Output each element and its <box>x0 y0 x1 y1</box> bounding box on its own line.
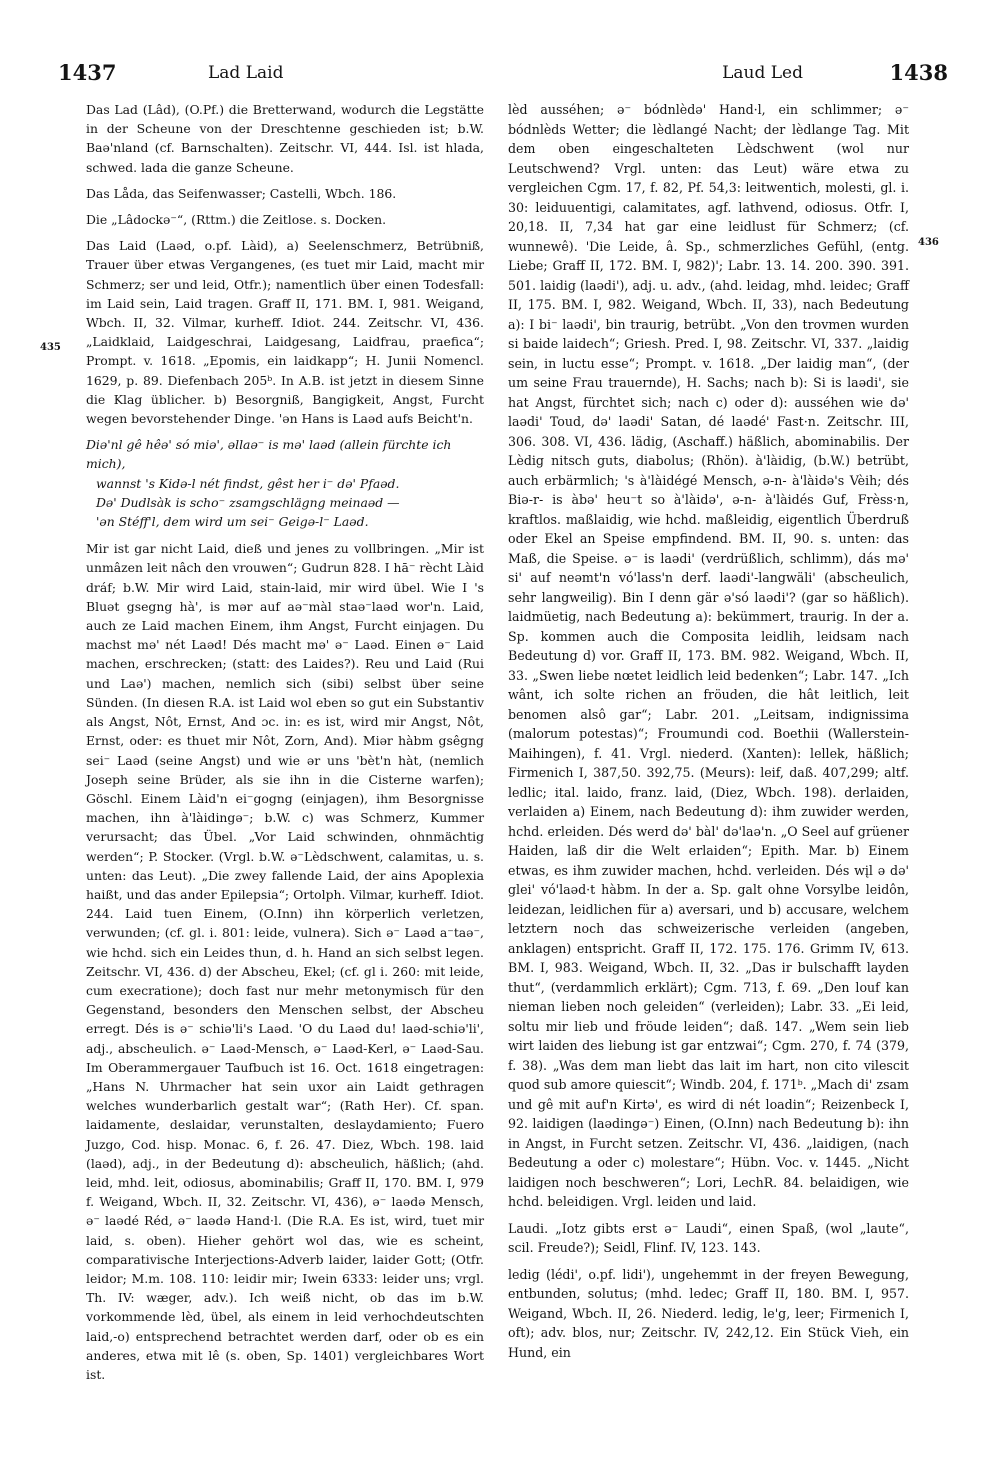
verse-line: 'ən Stéff'l, dem wird um sei⁻ Geigə-l⁻ Laəd. <box>96 514 369 530</box>
left-column <box>86 100 484 1391</box>
entry-lad: Das Lad (Lâd), (O.Pf.) die Bretterwand, wodurch die Legstätte in der Scheune von der Dreschtenne geschieden ist; b.W. Baə'nland (cf. Barnschalten). Zeitschr. VI, 444. Isl. ist hlada, schwed. lada die ganze Scheune. <box>86 102 484 175</box>
page-header <box>58 60 948 94</box>
right-catchword: Laud Led <box>722 63 803 83</box>
verse-line: Də' Dudlsàk is scho⁻ zsamgschlägng meinaəd — <box>96 494 400 510</box>
left-catchword: Lad Laid <box>208 63 284 83</box>
entry-led-continued: lèd ausséhen; ə⁻ bódnlèdə' Hand·l, ein schlimmer; ə⁻ bódnlèds Wetter; die lèdlangé Nacht; der lèdlange Tag. Mit dem oben eingeschalteten Lèdschwent (wol nur Leutschwend? Vrgl. unten: das Leut) wäre etwa zu vergleichen Cgm. 17, f. 82, Pf. 54,3: leitwentich, molesti, gl. i. 30: leiduuentigi, calamitates, agf. lathvend, odiosus. Otfr. I, 20,18. II, 7,34 hat gar eine leidlust für Schmerz; (cf. wunnewê). 'Die Leide, â. Sp., schmerzliches Gefühl, (entg. Liebe; Graff II, 172. BM. I, 982)'; Labr. 13. 14. 200. 390. 391. 501. laidig (laədi'), adj. u. adv., (ahd. leidag, mhd. leidec; Graff II, 175. BM. I, 982. Weigand, Wbch. II, 33), nach Bedeutung a): I bi⁻ laədi', bin traurig, betrübt. „Von den trovmen wurden si baide laidech“; Griesh. Pred. I, 98. Zeitschr. VI, 337. „laidig sein, in luctu esse“; Prompt. v. 1618. „Der laidig man“, (der um seine Frau trauernde), H. Sachs; nach b): Si is laədi', sie hat Angst, fürchtet sich; nach c) oder d): ausséhen wie də' laədi' Toud, də' laədi' Satan, dé laədé' Fast·n. Zeitschr. III, 306. 308. VI, 436. lädig, (Aschaff.) häßlich, abominabilis. Der Lèdig nitsch guts, diabolus; (Rhön). à'làidig, (b.W.) betrübt, auch erbärmlich; 's à'làidégé Mensch, ə-n- à'làidə's Vèih; dés Biə-r- is àbə' heu⁻t so à'làidə', ə-n- à'làidés Guf, Frèss·n, kraftlos. maßlaidig, wie hchd. maßleidig, eigentlich Überdruß oder Ekel an Speise empfindend. BM. II, 90. s. unten: das Maß, die Speise. ə⁻ is laədi' (verdrüßlich, schlimm), dás mə' si' auf neəmt'n vó'lass'n derf. laədi'-langwäli' (abscheulich, sehr langweilig). Bin I denn gär ə'só laədi'? (gar so häßlich). laidmüetig, nach Bedeutung a): bekümmert, traurig. In der a. Sp. kommen auch die Composita leidlih, leidsam nach Bedeutung d) vor. Graff II, 173. BM. 982. Weigand, Wbch. II, 33. „Swen liebe nœtet leidlich leid bedenken“; Labr. 147. „Ich wânt, ich solte richen an fröuden, die hât leitlich, leit benomen alsô gar“; Labr. 201. „Leitsam, indignissima (malorum potestas)“; Froumundi cod. Boethii (Wallerstein-Maihingen), f. 41. Vrgl. niederd. (Xanten): lellek, häßlich; Firmenich I, 387,50. 392,75. (Meurs): leif, daß. 407,299; altf. ledlic; ital. laido, franz. laid, (Diez, Wbch. 198). derlaiden, verlaiden a) Einem, nach Bedeutung d): ihm zuwider werden, hchd. erleiden. Dés werd də' bàl' də'laə'n. „O Seel auf grüener Haiden, laß dir die Welt erlaiden“; Epith. Mar. b) Einem etwas, es ihm zuwider machen, hchd. verleiden. Dés wįl ə də' glei' vó'laəd·t hàbm. In der a. Sp. galt ohne Vorsylbe leidôn, leidezan, leidlichen für a) aversari, und b) accusare, welchem letztern noch das schweizerische verleiden (angeben, anklagen) entspricht. Graff II, 172. 175. 176. Grimm IV, 613. BM. I, 983. Weigand, Wbch. II, 32. „Das ir bulschafft layden thut“, (verdammlich erklärt); Cgm. 713, f. 69. „Den louf kan nieman lieben noch geleiden“ (verleiden); Labr. 33. „Ei leid, soltu mir lieb und fröude leiden“; daß. 147. „Wem sein lieb wirt laiden des liebung ist gar entzwai“; Cgm. 270, f. 74 (379, f. 38). „Was dem man liebt das lait im hart, non cito vilescit quod sub amore quiescit“; Windb. 204, f. 171ᵇ. „Mach di' zsam und gê mit auf'n Kirtə', es wird di nét loadin“; Reizenbeck I, 92. laidigen (laədingə⁻) Einen, (O.Inn) nach Bedeutung b): ihn in Angst, in Furcht setzen. Zeitschr. VI, 436. „laidigen, (nach Bedeutung a oder c) molestare“; Hübn. Voc. v. 1445. „Nicht laidigen noch beschweren“; Lori, LechR. 84. belaidigen, wie hchd. beleidigen. Vrgl. leiden und laid. <box>508 102 909 1209</box>
right-margin-number: 436 <box>918 237 939 248</box>
verse-line: Diə'nl gê hêə' só miə', əllaə⁻ is mə' laəd (allein fürchte ich mich), <box>86 437 452 472</box>
left-margin-number: 435 <box>40 342 61 353</box>
right-page-number: 1438 <box>889 60 948 85</box>
entry-ladocke: Die „Lâdockə⁻“, (Rttm.) die Zeitlose. s. Docken. <box>86 212 387 228</box>
entry-laudi: Laudi. „Iotz gibts erst ə⁻ Laudi“, einen Spaß, (wol „laute“, scil. Freude?); Seidl, Flinf. IV, 123. 143. <box>508 1220 909 1255</box>
right-column <box>508 100 909 1369</box>
verse-quote <box>86 435 484 531</box>
verse-line: wannst 's Kidə-l nét findst, gêst her i⁻ də' Pfaəd. <box>96 475 400 491</box>
left-page-number: 1437 <box>58 60 117 85</box>
entry-laid: Das Laid (Laəd, o.pf. Làid), a) Seelenschmerz, Betrübniß, Trauer über etwas Vergangenes, (es tuet mir Laid, macht mir Schmerz; ser und leid, Otfr.); namentlich über einen Todesfall: im Laid sein, Laid tragen. Graff II, 171. BM. I, 981. Weigand, Wbch. II, 32. Vilmar, kurheff. Idiot. 244. Zeitschr. VI, 436. „Laidklaid, Laidgeschrai, Laidgesang, Laidfrau, praefica“; Prompt. v. 1618. „Epomis, ein laidkapp“; H. Junii Nomencl. 1629, p. 89. Diefenbach 205ᵇ. In A.B. ist jetzt in diesem Sinne die Klag üblicher. b) Besorgniß, Bangigkeit, Angst, Furcht wegen bevorstehender Dinge. 'ən Hans is Laəd aufs Beicht'n. <box>86 238 484 427</box>
entry-laid-continued: Mir ist gar nicht Laid, dieß und jenes zu vollbringen. „Mir ist unmâzen leit nâch den vrouwen“; Gudrun 828. I hā⁻ rècht Làid dráf; b.W. Mir wird Laid, stain-laid, mir wird übel. Wie I 's Bluət gsegng hà', is mər auf aə⁻màl staə⁻laəd wor'n. Laid, auch ze Laid machen Einem, ihm Angst, Furcht einjagen. Du machst mə' nét Laəd! Dés macht mə' ə⁻ Laəd. Einen ə⁻ Laid machen, erschrecken; (statt: des Laides?). Reu und Laid (Rui und Laə') machen, nemlich sich (sibi) selbst über seine Sünden. (In diesen R.A. ist Laid wol eben so gut ein Substantiv als Angst, Nôt, Ernst, And ɔc. in: es ist, wird mir Angst, Nôt, Ernst, oder: es thuet mir Nôt, Zorn, And). Miər hàbm gsêgng sei⁻ Laəd (seine Angst) und wie ər uns 'bèt'n hàt, (nemlich Joseph seine Brüder, als sie ihn in die Cisterne warfen); Göschl. Einem Làid'n ei⁻gogng (einjagen), ihm Besorgnisse machen, ihn à'làidingə⁻; b.W. c) was Schmerz, Kummer verursacht; das Übel. „Vor Laid schwinden, ohnmächtig werden“; P. Stocker. (Vrgl. b.W. ə⁻Lèdschwent, calamitas, u. s. unten: das Leut). „Die zwey fallende Laid, der ains Apoplexia haißt, und das ander Epilepsia“; Ortolph. Vilmar, kurheff. Idiot. 244. Laid tuen Einem, (O.Inn) ihn körperlich verletzen, verwunden; (cf. gl. i. 801: leide, vulnera). Sich ə⁻ Laəd a⁻taə⁻, wie hchd. sich ein Leides thun, d. h. Hand an sich selbst legen. Zeitschr. VI, 436. d) der Abscheu, Ekel; (cf. gl i. 260: mit leide, cum execratione); doch fast nur mehr metonymisch für den Gegenstand, besonders den Menschen selbst, der Abscheu erregt. Dés is ə⁻ schiə'li's Laəd. 'O du Laəd du! laəd-schiə'li', adj., abscheulich. ə⁻ Laəd-Mensch, ə⁻ Laəd-Kerl, ə⁻ Laəd-Sau. Im Oberammergauer Taufbuch ist 16. Oct. 1618 eingetragen: „Hans N. Uhrmacher hat sein uxor ain Laidt gethragen welches wunderbarlich gestalt war“; (Rath Her). Cf. span. laidamente, deslaidar, verunstalten, deslaydamiento; Fuero Juzgo, Cod. hisp. Monac. 6, f. 26. 47. Diez, Wbch. 198. laid (laəd), adj., in der Bedeutung d): abscheulich, häßlich; (ahd. leid, mhd. leit, odiosus, abominabilis; Graff II, 170. BM. I, 979 f. Weigand, Wbch. II, 32. Zeitschr. VI, 436), ə⁻ laədə Mensch, ə⁻ laədé Réd, ə⁻ laədə Hand·l. (Die R.A. Es ist, wird, tuet mir laid, s. oben). Hieher gehört wol das, wie es scheint, comparativische Interjections-Adverb laider, laider Gott; (Otfr. leidor; M.m. 108. 110: leidir mir; Iwein 6333: leider uns; vrgl. Th. IV: wæger, adv.). Ich weiß nicht, ob das im b.W. vorkommende lèd, übel, als einem in leid verhochdeutschten laid,-o) entsprechend betrachtet werden darf, oder ob es ein anderes, etwa mit lê (s. oben, Sp. 1401) vergleichbares Wort ist. <box>86 541 484 1382</box>
entry-ledig: ledig (lédi', o.pf. lidi'), ungehemmt in der freyen Bewegung, entbunden, solutus; (mhd. ledec; Graff II, 180. BM. I, 957. Weigand, Wbch. II, 26. Niederd. ledig, le'g, leer; Firmenich I, oft); adv. blos, nur; Zeitschr. IV, 242,12. Ein Stück Vieh, ein Hund, ein <box>508 1266 909 1360</box>
entry-lada: Das Låda, das Seifenwasser; Castelli, Wbch. 186. <box>86 185 397 201</box>
